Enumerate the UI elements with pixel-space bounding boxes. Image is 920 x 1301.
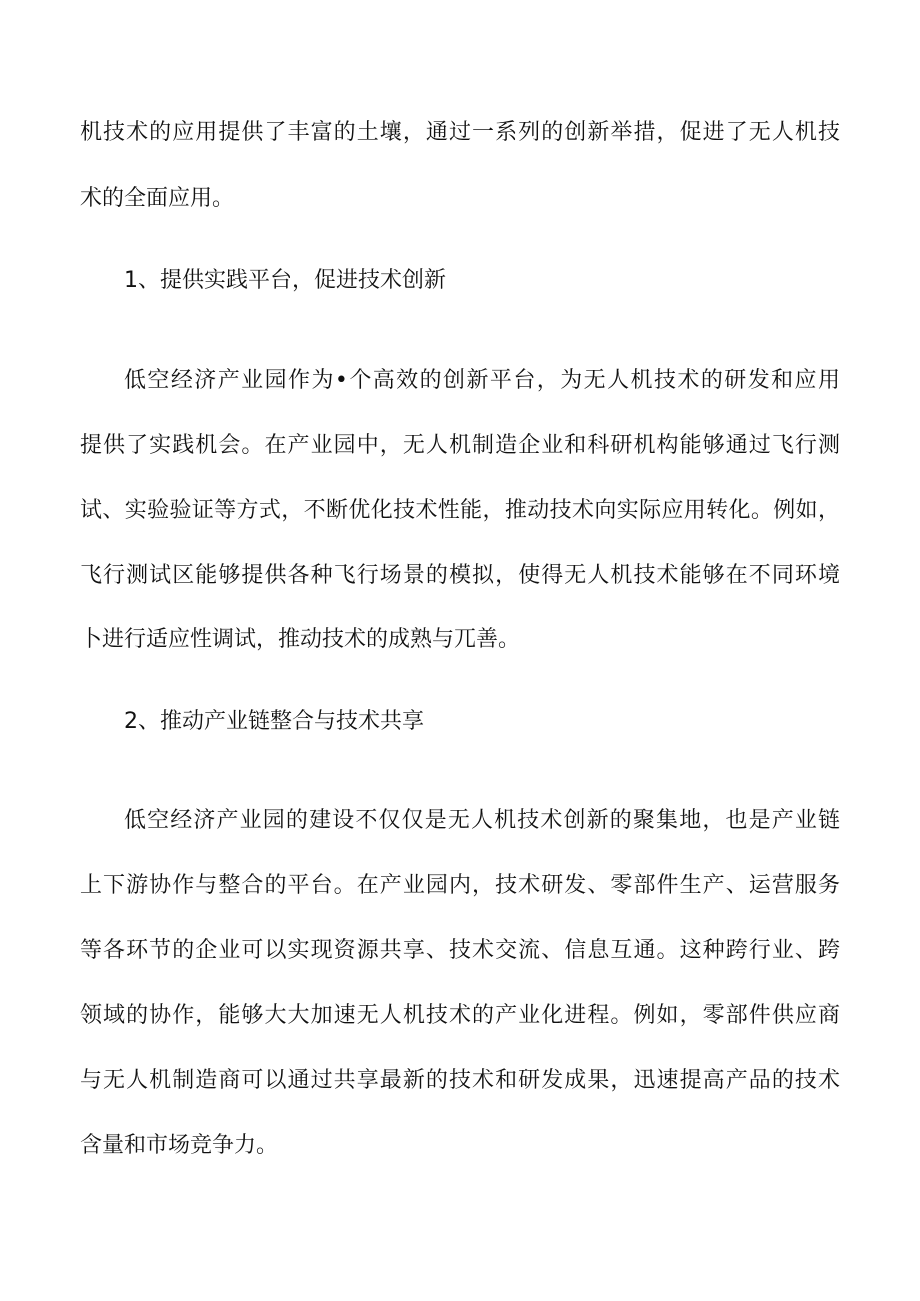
paragraph-line: 术的全面应用。 bbox=[80, 186, 235, 211]
paragraph-line: 提供了实践机会。在产业园中，无人机制造企业和科研机构能够通过飞行测 bbox=[80, 433, 840, 458]
paragraph-line: 上下游协作与整合的平台。在产业园内，技术研发、零部件生产、运营服务 bbox=[80, 873, 840, 898]
section-heading: 2、推动产业链整合与技术共享 bbox=[124, 709, 424, 734]
paragraph-line: 低空经济产业园的建设不仅仅是无人机技术创新的聚集地，也是产业链 bbox=[124, 808, 840, 833]
paragraph-line: 低空经济产业园作为•个高效的创新平台，为无人机技术的研发和应用 bbox=[124, 368, 840, 393]
paragraph-line: 机技术的应用提供了丰富的土壤，通过一系列的创新举措，促进了无人机技 bbox=[80, 120, 840, 145]
paragraph-line: 领域的协作，能够大大加速无人机技术的产业化进程。例如，零部件供应商 bbox=[80, 1003, 840, 1028]
paragraph-line: 等各环节的企业可以实现资源共享、技术交流、信息互通。这种跨行业、跨 bbox=[80, 938, 840, 963]
paragraph-line: 卜进行适应性调试，推动技术的成熟与兀善。 bbox=[80, 627, 521, 652]
paragraph-line: 试、实验验证等方式，不断优化技术性能，推动技术向实际应用转化。例如， bbox=[80, 498, 840, 523]
section-heading: 1、提供实践平台，促进技术创新 bbox=[124, 268, 446, 293]
paragraph-line: 含量和市场竞争力。 bbox=[80, 1133, 279, 1158]
paragraph-line: 与无人机制造商可以通过共享最新的技术和研发成果，迅速提高产品的技术 bbox=[80, 1068, 840, 1093]
paragraph-line: 飞行测试区能够提供各种飞行场景的模拟，使得无人机技术能够在不同环境 bbox=[80, 563, 840, 588]
